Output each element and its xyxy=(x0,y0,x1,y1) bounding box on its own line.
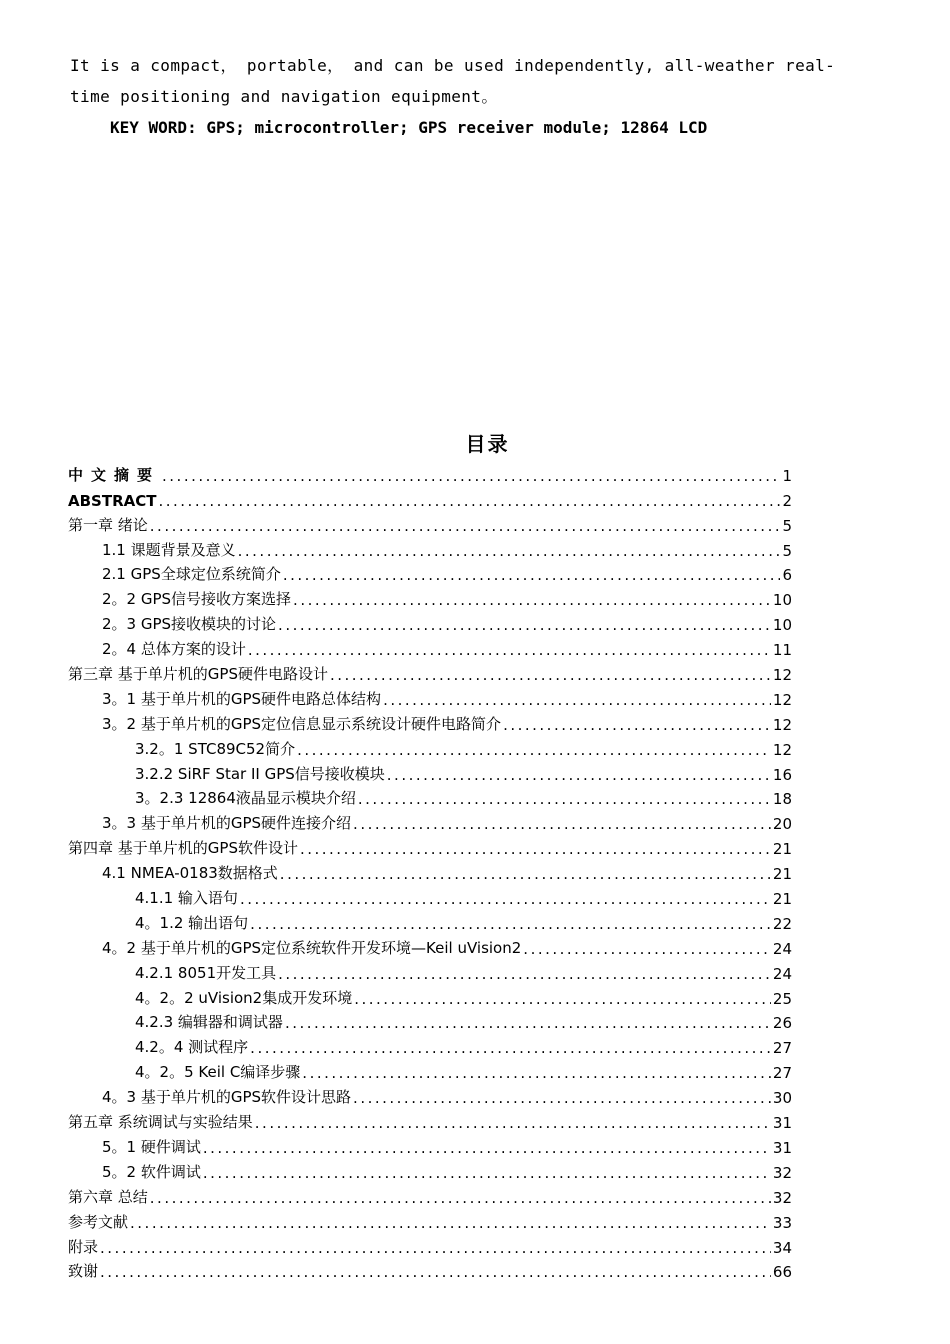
toc-leader-dots xyxy=(255,1114,771,1132)
toc-entry-page: 32 xyxy=(772,1188,792,1207)
toc-entry-page: 33 xyxy=(772,1213,792,1232)
toc-leader-dots xyxy=(293,591,771,609)
toc-entry[interactable] xyxy=(68,634,792,659)
toc-entry[interactable] xyxy=(68,1057,792,1082)
toc-entry-page: 11 xyxy=(772,641,792,660)
toc-entry-page: 27 xyxy=(772,1064,792,1083)
toc-entry-label: 附录 xyxy=(68,1237,99,1256)
toc-entry-page: 12 xyxy=(772,690,792,709)
toc-title: 目录 xyxy=(465,432,510,456)
toc-entry[interactable] xyxy=(68,784,792,809)
toc-entry-label: 3。2.3 12864液晶显示模块介绍 xyxy=(135,789,356,808)
toc-entry-label: 2.1 GPS全球定位系统简介 xyxy=(102,565,281,584)
toc-leader-dots xyxy=(283,566,780,584)
toc-entry[interactable] xyxy=(68,1207,792,1232)
toc-entry[interactable] xyxy=(68,933,792,958)
abstract-tail xyxy=(70,50,910,112)
toc-entry[interactable] xyxy=(68,1157,792,1182)
toc-leader-dots xyxy=(278,965,771,983)
toc-entry-page: 26 xyxy=(772,1014,792,1033)
toc-entry-page: 1 xyxy=(782,466,792,485)
toc-entry[interactable] xyxy=(68,1032,792,1057)
toc-entry[interactable] xyxy=(68,883,792,908)
toc-entry-label: 4。2。2 uVision2集成开发环境 xyxy=(135,988,353,1007)
toc-entry-label: 第六章 总结 xyxy=(68,1187,148,1206)
toc-entry-page: 30 xyxy=(772,1089,792,1108)
toc-leader-dots xyxy=(280,865,771,883)
toc-leader-dots xyxy=(523,940,771,958)
toc-entry-label: 3。3 基于单片机的GPS硬件连接介绍 xyxy=(102,814,352,833)
toc-entry[interactable] xyxy=(68,584,792,609)
toc-entry[interactable] xyxy=(68,1082,792,1107)
toc-leader-dots xyxy=(162,467,780,485)
toc-leader-dots xyxy=(248,641,771,659)
toc-leader-dots xyxy=(503,716,771,734)
toc-entry[interactable] xyxy=(68,908,792,933)
toc-entry-label: 5。1 硬件调试 xyxy=(102,1137,201,1156)
table-of-contents xyxy=(68,460,792,1281)
toc-entry-label: 1.1 课题背景及意义 xyxy=(102,540,236,559)
abstract-line-2: time positioning and navigation equipment。 xyxy=(70,87,498,106)
toc-entry[interactable] xyxy=(68,808,792,833)
toc-entry-page: 6 xyxy=(782,566,792,585)
toc-entry-label: 2。3 GPS接收模块的讨论 xyxy=(102,615,277,634)
toc-entry-page: 24 xyxy=(772,964,792,983)
toc-leader-dots xyxy=(285,1014,771,1032)
toc-entry-page: 5 xyxy=(782,541,792,560)
toc-leader-dots xyxy=(387,766,771,784)
toc-entry[interactable] xyxy=(68,460,792,485)
toc-entry[interactable] xyxy=(68,1182,792,1207)
toc-leader-dots xyxy=(300,840,771,858)
toc-leader-dots xyxy=(250,915,771,933)
toc-entry-label: 中文摘要 xyxy=(68,465,161,484)
toc-leader-dots xyxy=(150,517,780,535)
toc-entry-label: 3.2.2 SiRF Star II GPS信号接收模块 xyxy=(135,764,385,783)
toc-leader-dots xyxy=(302,1064,771,1082)
toc-leader-dots xyxy=(203,1164,771,1182)
toc-entry[interactable] xyxy=(68,709,792,734)
toc-entry-page: 21 xyxy=(772,865,792,884)
toc-entry-page: 22 xyxy=(772,914,792,933)
toc-leader-dots xyxy=(240,890,771,908)
toc-entry-page: 25 xyxy=(772,989,792,1008)
toc-leader-dots xyxy=(238,542,780,560)
toc-entry-label: 参考文献 xyxy=(68,1212,129,1231)
toc-entry-page: 66 xyxy=(772,1263,792,1282)
toc-entry-page: 12 xyxy=(772,715,792,734)
toc-leader-dots xyxy=(358,790,771,808)
toc-entry-page: 16 xyxy=(772,765,792,784)
toc-entry-label: 第三章 基于单片机的GPS硬件电路设计 xyxy=(68,665,328,684)
toc-entry-label: 致谢 xyxy=(68,1262,99,1281)
toc-leader-dots xyxy=(100,1239,771,1257)
toc-leader-dots xyxy=(297,741,771,759)
toc-entry-page: 31 xyxy=(772,1114,792,1133)
toc-entry[interactable] xyxy=(68,560,792,585)
toc-leader-dots xyxy=(100,1263,771,1281)
toc-entry[interactable] xyxy=(68,485,792,510)
toc-entry-page: 32 xyxy=(772,1163,792,1182)
toc-entry-page: 18 xyxy=(772,790,792,809)
toc-entry[interactable] xyxy=(68,510,792,535)
keywords-line: KEY WORD: GPS; microcontroller; GPS receiver module; 12864 LCD xyxy=(110,118,708,137)
toc-entry[interactable] xyxy=(68,684,792,709)
toc-leader-dots xyxy=(353,1089,771,1107)
toc-entry-label: 2。2 GPS信号接收方案选择 xyxy=(102,590,292,609)
toc-entry[interactable] xyxy=(68,958,792,983)
toc-entry[interactable] xyxy=(68,833,792,858)
toc-entry-label: 4.2.3 编辑器和调试器 xyxy=(135,1013,283,1032)
toc-entry[interactable] xyxy=(68,659,792,684)
toc-entry-label: 第五章 系统调试与实验结果 xyxy=(68,1113,253,1132)
toc-entry-page: 2 xyxy=(782,491,792,510)
toc-entry[interactable] xyxy=(68,858,792,883)
toc-entry[interactable] xyxy=(68,1107,792,1132)
toc-entry[interactable] xyxy=(68,609,792,634)
toc-entry-page: 31 xyxy=(772,1138,792,1157)
toc-entry[interactable] xyxy=(68,983,792,1008)
toc-entry-label: 3.2。1 STC89C52简介 xyxy=(135,739,296,758)
toc-entry-page: 10 xyxy=(772,591,792,610)
toc-entry-label: 4。2。5 Keil C编译步骤 xyxy=(135,1063,301,1082)
toc-entry-label: 4.1.1 输入语句 xyxy=(135,889,238,908)
toc-entry[interactable] xyxy=(68,1008,792,1033)
toc-entry[interactable] xyxy=(68,1257,792,1282)
toc-leader-dots xyxy=(330,666,771,684)
toc-entry-label: ABSTRACT xyxy=(68,491,157,510)
toc-entry-page: 21 xyxy=(772,890,792,909)
toc-leader-dots xyxy=(130,1214,771,1232)
toc-entry-page: 12 xyxy=(772,666,792,685)
toc-entry-label: 4.2。4 测试程序 xyxy=(135,1038,249,1057)
toc-leader-dots xyxy=(278,616,771,634)
toc-leader-dots xyxy=(150,1189,771,1207)
toc-entry[interactable] xyxy=(68,759,792,784)
toc-leader-dots xyxy=(203,1139,771,1157)
toc-entry-label: 第四章 基于单片机的GPS软件设计 xyxy=(68,839,298,858)
toc-entry[interactable] xyxy=(68,1232,792,1257)
toc-entry-page: 10 xyxy=(772,616,792,635)
toc-entry-page: 27 xyxy=(772,1039,792,1058)
toc-entry-page: 24 xyxy=(772,939,792,958)
toc-entry-label: 3。2 基于单片机的GPS定位信息显示系统设计硬件电路简介 xyxy=(102,714,502,733)
toc-entry-page: 21 xyxy=(772,840,792,859)
toc-leader-dots xyxy=(250,1039,771,1057)
toc-entry-label: 4。2 基于单片机的GPS定位系统软件开发环境—Keil uVision2 xyxy=(102,938,522,957)
toc-entry-label: 4.2.1 8051开发工具 xyxy=(135,963,277,982)
toc-entry-label: 3。1 基于单片机的GPS硬件电路总体结构 xyxy=(102,689,382,708)
abstract-line-1: It is a compact， portable， and can be used independently, all-weather real- xyxy=(70,56,836,75)
toc-entry-page: 5 xyxy=(782,516,792,535)
toc-entry-page: 20 xyxy=(772,815,792,834)
toc-entry[interactable] xyxy=(68,734,792,759)
toc-entry-label: 第一章 绪论 xyxy=(68,515,148,534)
toc-entry[interactable] xyxy=(68,1132,792,1157)
toc-entry-label: 4。3 基于单片机的GPS软件设计思路 xyxy=(102,1088,352,1107)
toc-entry-label: 2。4 总体方案的设计 xyxy=(102,640,246,659)
toc-entry-label: 5。2 软件调试 xyxy=(102,1162,201,1181)
toc-entry-label: 4。1.2 输出语句 xyxy=(135,913,249,932)
toc-leader-dots xyxy=(383,691,771,709)
toc-entry[interactable] xyxy=(68,535,792,560)
toc-entry-label: 4.1 NMEA-0183数据格式 xyxy=(102,864,278,883)
toc-leader-dots xyxy=(158,492,780,510)
toc-entry-page: 34 xyxy=(772,1238,792,1257)
toc-leader-dots xyxy=(354,990,771,1008)
toc-leader-dots xyxy=(353,815,771,833)
toc-entry-page: 12 xyxy=(772,740,792,759)
